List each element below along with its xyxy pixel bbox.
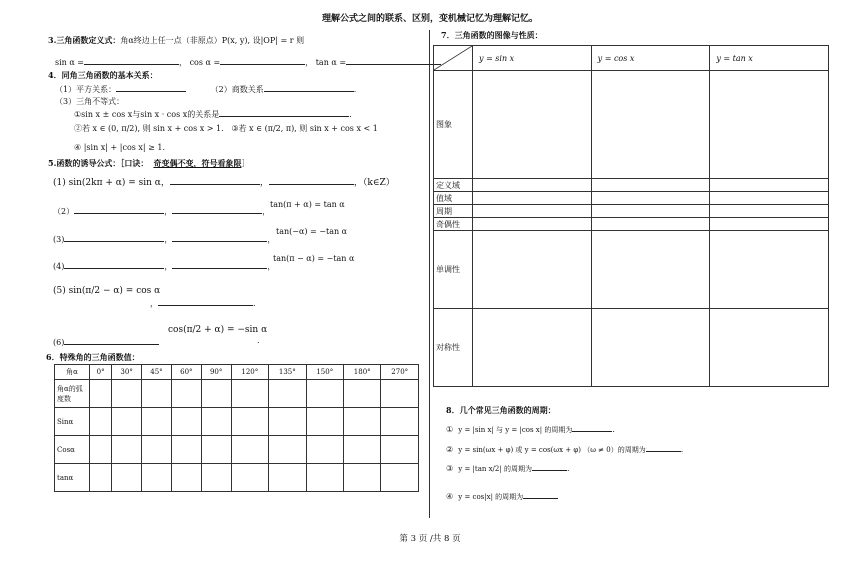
table-row — [55, 380, 419, 408]
section-4-line5: ④ |sin x| + |cos x| ≥ 1. — [74, 143, 166, 152]
section-5-title-line: 5.函数的诱导公式：［口诀： 奇变偶不变，符号看象限］ — [48, 158, 250, 168]
table-header-cell: 60° — [171, 365, 201, 380]
answer-cell[interactable] — [710, 179, 829, 192]
special-angle-table — [54, 364, 419, 492]
answer-cell[interactable] — [710, 309, 829, 387]
table-row — [434, 179, 829, 192]
table-row — [434, 309, 829, 387]
table-header-cell: 180° — [344, 365, 381, 380]
answer-cell[interactable] — [306, 436, 343, 464]
answer-cell[interactable] — [710, 71, 829, 179]
table-row — [434, 192, 829, 205]
answer-cell[interactable] — [306, 408, 343, 436]
formula-row-2: （2） ， ， — [53, 207, 271, 216]
row-label-range: 值域 — [434, 192, 473, 205]
period-item-3: ③ y = |tan x/2| 的周期为 . — [446, 464, 570, 473]
answer-cell[interactable] — [473, 309, 592, 387]
answer-cell[interactable] — [381, 436, 419, 464]
cos-def-label: cos α = — [189, 58, 221, 67]
answer-cell[interactable] — [269, 436, 306, 464]
answer-cell[interactable] — [591, 309, 710, 387]
answer-cell[interactable] — [231, 436, 268, 464]
answer-cell[interactable] — [473, 179, 592, 192]
answer-cell[interactable] — [90, 380, 112, 408]
answer-cell[interactable] — [473, 205, 592, 218]
answer-cell[interactable] — [591, 192, 710, 205]
row-label: Cosα — [55, 436, 90, 464]
section-7-title: 7．三角函数的图像与性质： — [441, 30, 543, 40]
answer-cell[interactable] — [112, 380, 142, 408]
answer-cell[interactable] — [171, 408, 201, 436]
period-item-4: ④ y = cos|x| 的周期为 — [446, 490, 558, 502]
row-label-parity: 奇偶性 — [434, 218, 473, 231]
tan-def-label: tan α = — [315, 58, 347, 67]
row-label: Sinα — [55, 408, 90, 436]
answer-cell[interactable] — [591, 218, 710, 231]
answer-cell[interactable] — [710, 205, 829, 218]
table-header-cell: 30° — [112, 365, 142, 380]
answer-cell[interactable] — [112, 408, 142, 436]
answer-cell[interactable] — [171, 380, 201, 408]
answer-cell[interactable] — [381, 408, 419, 436]
answer-cell[interactable] — [710, 192, 829, 205]
section-3-title: 3.三角函数定义式： — [48, 35, 121, 45]
formula-row-4: (4) ， ， — [53, 262, 276, 271]
section-4-line1: （1）平方关系： （2）商数关系 . — [55, 85, 357, 94]
answer-cell[interactable] — [171, 464, 201, 492]
formula-row-3-tan: tan(−α) = −tan α — [276, 227, 348, 236]
mnemonic: 奇变偶不变，符号看象限 — [153, 158, 242, 168]
table-row — [55, 436, 419, 464]
diagonal-line — [434, 46, 472, 70]
section-8-title: 8．几个常见三角函数的周期： — [446, 405, 556, 415]
answer-cell[interactable] — [269, 380, 306, 408]
row-label-graph: 图象 — [434, 71, 473, 179]
answer-cell[interactable] — [473, 218, 592, 231]
table-header-cell: 90° — [201, 365, 231, 380]
answer-cell[interactable] — [381, 380, 419, 408]
table-header-cell: 0° — [90, 365, 112, 380]
table-row — [434, 231, 829, 309]
trig-properties-table — [433, 45, 829, 387]
answer-cell[interactable] — [591, 71, 710, 179]
row-label-period: 周期 — [434, 205, 473, 218]
answer-cell[interactable] — [142, 464, 172, 492]
table-row — [55, 408, 419, 436]
answer-cell[interactable] — [231, 464, 268, 492]
period-item-1: ① y = |sin x| 与 y = |cos x| 的周期为 . — [446, 425, 615, 434]
section-3 — [48, 35, 304, 46]
answer-cell[interactable] — [710, 231, 829, 309]
formula-row-1: (1) sin(2kπ + α) = sin α， ， ，（k∈Z） — [53, 178, 395, 188]
answer-cell[interactable] — [591, 205, 710, 218]
col-tan: y = tan x — [710, 46, 829, 71]
answer-cell[interactable] — [269, 408, 306, 436]
formula-row-5-blank: ， . — [150, 299, 256, 308]
answer-cell[interactable] — [473, 71, 592, 179]
answer-cell[interactable] — [344, 408, 381, 436]
answer-cell[interactable] — [473, 231, 592, 309]
table-header-cell: 角α — [55, 365, 90, 380]
row-label: tanα — [55, 464, 90, 492]
period-item-2: ② y = sin(ωx + φ) 或 y = cos(ωx + φ) （ω ≠ 0）的周期为 . — [446, 445, 684, 454]
answer-cell[interactable] — [381, 464, 419, 492]
answer-cell[interactable] — [90, 464, 112, 492]
answer-cell[interactable] — [201, 380, 231, 408]
answer-cell[interactable] — [90, 436, 112, 464]
formula-row-3: (3) ， ， — [53, 235, 276, 244]
formula-row-6-cos: cos(π/2 + α) = −sin α — [168, 325, 268, 335]
section-3-formulas: sin α = ， cos α = ， tan α = — [55, 56, 441, 68]
col-sin: y = sin x — [473, 46, 592, 71]
table-header-cell: 120° — [231, 365, 268, 380]
answer-cell[interactable] — [344, 464, 381, 492]
answer-cell[interactable] — [269, 464, 306, 492]
section-4-line2: （3）三角不等式： — [55, 97, 125, 106]
answer-cell[interactable] — [142, 436, 172, 464]
table-row — [434, 218, 829, 231]
sin-def-label: sin α = — [55, 58, 85, 67]
table-row — [434, 205, 829, 218]
formula-row-2-tan: tan(π + α) = tan α — [270, 200, 345, 209]
row-label: 角α的弧度数 — [55, 380, 90, 408]
formula-row-6: (6) — [53, 336, 159, 347]
answer-cell[interactable] — [90, 408, 112, 436]
table-row — [55, 464, 419, 492]
section-4-line4: ②若 x ∈ (0, π/2), 则 sin x + cos x > 1. ③若 x ∈ (π/2, π), 则 sin x + cos x < 1 — [74, 124, 378, 133]
section-3-text: 角α终边上任一点（非原点）P(x, y), 设|OP| = r 则 — [120, 36, 305, 45]
answer-cell[interactable] — [142, 380, 172, 408]
answer-cell[interactable] — [344, 436, 381, 464]
row-label-symmetry: 对称性 — [434, 309, 473, 387]
answer-cell[interactable] — [710, 218, 829, 231]
answer-cell[interactable] — [591, 179, 710, 192]
page-footer: 第 3 页 /共 8 页 — [399, 534, 461, 544]
answer-cell[interactable] — [201, 408, 231, 436]
table-row — [434, 71, 829, 179]
page-header: 理解公式之间的联系、区别，变机械记忆为理解记忆。 — [321, 14, 538, 24]
answer-cell[interactable] — [344, 380, 381, 408]
col-cos: y = cos x — [591, 46, 710, 71]
answer-cell[interactable] — [112, 436, 142, 464]
answer-cell[interactable] — [231, 380, 268, 408]
diagonal-header-cell — [434, 46, 473, 71]
column-divider — [429, 30, 430, 518]
row-label-domain: 定义域 — [434, 179, 473, 192]
table-header-cell: 150° — [306, 365, 343, 380]
answer-cell[interactable] — [201, 436, 231, 464]
answer-cell[interactable] — [306, 464, 343, 492]
table-header-cell: 270° — [381, 365, 419, 380]
table-header-row — [434, 46, 829, 71]
answer-cell[interactable] — [171, 436, 201, 464]
table-header-cell: 45° — [142, 365, 172, 380]
answer-cell[interactable] — [112, 464, 142, 492]
section-4-title: 4．同角三角函数的基本关系： — [48, 70, 158, 80]
table-header-row — [55, 365, 419, 380]
row-label-monotonic: 单调性 — [434, 231, 473, 309]
answer-cell[interactable] — [201, 464, 231, 492]
formula-row-5: (5) sin(π/2 − α) = cos α — [53, 286, 161, 296]
answer-cell[interactable] — [231, 408, 268, 436]
answer-cell[interactable] — [142, 408, 172, 436]
table-header-cell: 135° — [269, 365, 306, 380]
section-6-title: 6．特殊角的三角函数值： — [46, 352, 140, 362]
formula-row-4-tan: tan(π − α) = −tan α — [273, 254, 355, 263]
answer-cell[interactable] — [473, 192, 592, 205]
answer-cell[interactable] — [591, 231, 710, 309]
answer-cell[interactable] — [306, 380, 343, 408]
section-4-line3: ①sin x ± cos x与sin x · cos x的关系是 . — [74, 110, 352, 119]
